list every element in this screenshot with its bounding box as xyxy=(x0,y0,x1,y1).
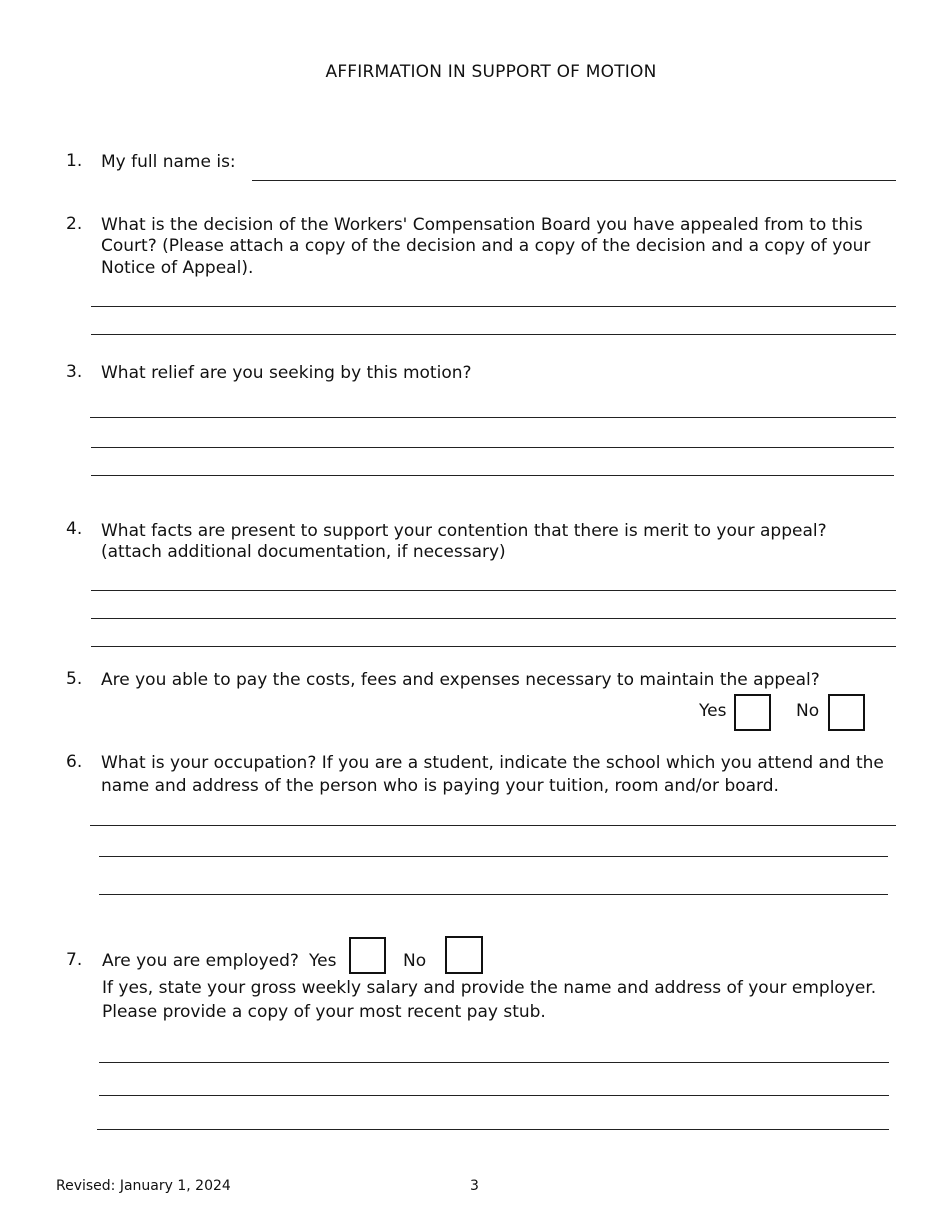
question-number: 7. xyxy=(66,950,83,970)
answer-line[interactable] xyxy=(91,334,896,335)
pay-costs-yes-checkbox[interactable] xyxy=(734,694,771,731)
question-number: 6. xyxy=(66,752,83,772)
full-name-line[interactable] xyxy=(252,180,896,181)
question-text: What is your occupation? If you are a student, indicate the school which you attend and the xyxy=(101,753,884,773)
answer-line[interactable] xyxy=(91,646,896,647)
page-number: 3 xyxy=(470,1178,479,1194)
question-text: Court? (Please attach a copy of the decision and a copy of the decision and a copy of your xyxy=(101,236,871,256)
answer-line[interactable] xyxy=(99,1095,889,1096)
question-text: What facts are present to support your contention that there is merit to your appeal? xyxy=(101,521,827,541)
answer-line[interactable] xyxy=(99,856,888,857)
pay-costs-no-checkbox[interactable] xyxy=(828,694,865,731)
answer-line[interactable] xyxy=(99,894,888,895)
question-number: 1. xyxy=(66,151,83,171)
question-number: 2. xyxy=(66,214,83,234)
no-label: No xyxy=(796,701,820,721)
question-text: name and address of the person who is paying your tuition, room and/or board. xyxy=(101,776,779,796)
answer-line[interactable] xyxy=(91,590,896,591)
answer-line[interactable] xyxy=(99,1062,889,1063)
yes-label: Yes xyxy=(309,951,337,971)
question-number: 3. xyxy=(66,362,83,382)
question-text: Are you able to pay the costs, fees and expenses necessary to maintain the appeal? xyxy=(101,670,820,690)
question-number: 4. xyxy=(66,519,83,539)
revised-date: Revised: January 1, 2024 xyxy=(56,1178,231,1194)
question-text: My full name is: xyxy=(101,152,236,172)
employed-yes-checkbox[interactable] xyxy=(349,937,386,974)
yes-label: Yes xyxy=(699,701,727,721)
question-text: Please provide a copy of your most recent pay stub. xyxy=(102,1002,546,1022)
answer-line[interactable] xyxy=(90,825,896,826)
answer-line[interactable] xyxy=(91,618,896,619)
answer-line[interactable] xyxy=(91,475,894,476)
question-text: What relief are you seeking by this motion? xyxy=(101,363,472,383)
answer-line[interactable] xyxy=(90,417,896,418)
no-label: No xyxy=(403,951,427,971)
question-text: (attach additional documentation, if necessary) xyxy=(101,542,506,562)
employed-no-checkbox[interactable] xyxy=(445,936,483,974)
form-title: AFFIRMATION IN SUPPORT OF MOTION xyxy=(325,62,657,82)
question-text: If yes, state your gross weekly salary and provide the name and address of your employer. xyxy=(102,978,877,998)
question-number: 5. xyxy=(66,669,83,689)
question-text: Notice of Appeal). xyxy=(101,258,254,278)
question-text: What is the decision of the Workers' Compensation Board you have appealed from to this xyxy=(101,215,863,235)
answer-line[interactable] xyxy=(91,447,894,448)
answer-line[interactable] xyxy=(97,1129,889,1130)
answer-line[interactable] xyxy=(91,306,896,307)
question-text: Are you are employed? xyxy=(102,951,299,971)
